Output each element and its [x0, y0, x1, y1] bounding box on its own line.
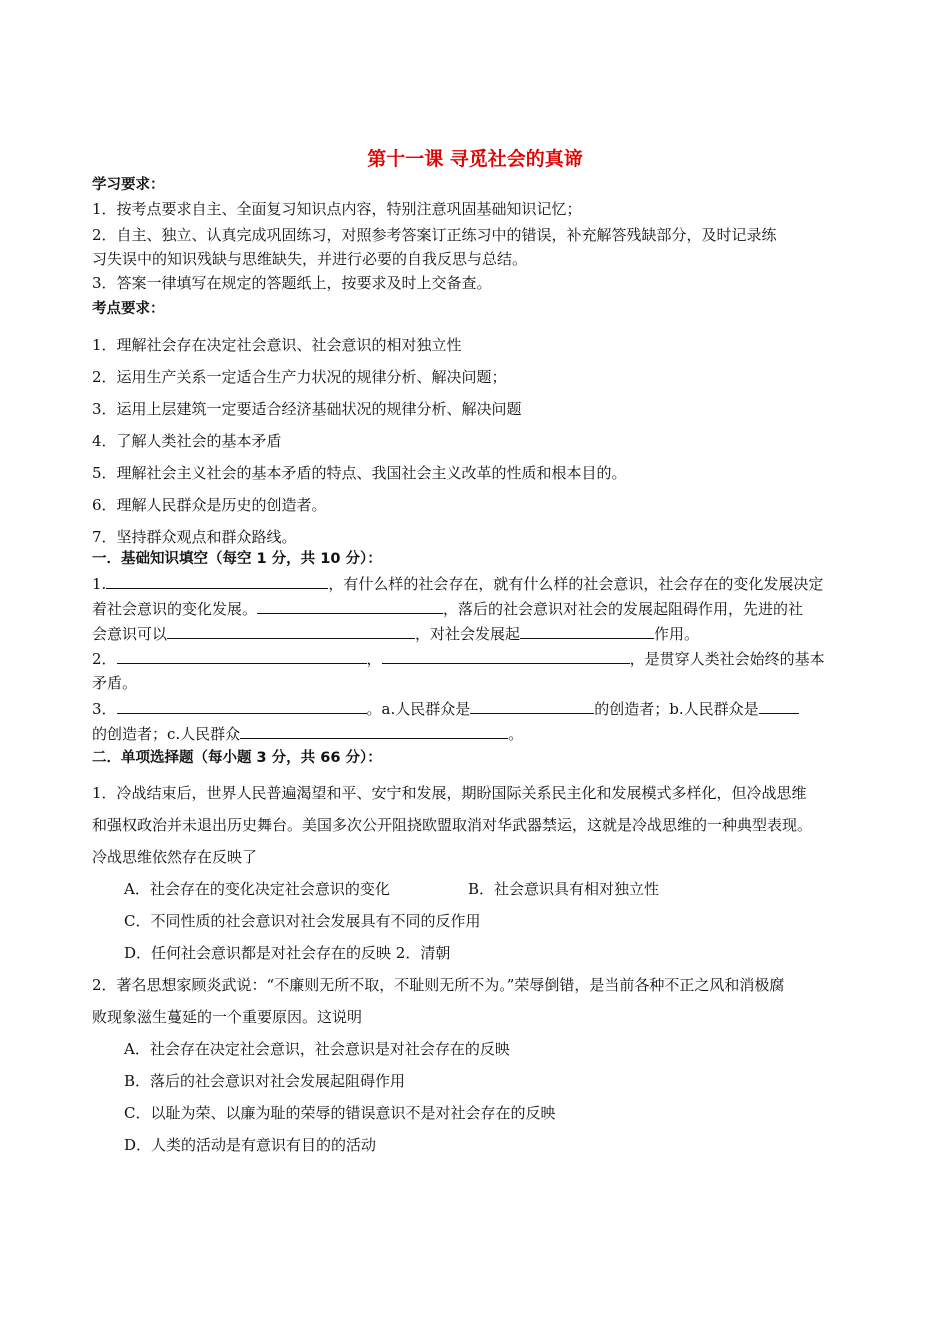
mc-q1-option-d[interactable]: D．任何社会意识都是对社会存在的反映 2．清朝 — [124, 944, 451, 962]
mc-q2-option-c[interactable]: C．以耻为荣、以廉为耻的荣辱的错误意识不是对社会存在的反映 — [124, 1104, 556, 1122]
fill-q1-line1 — [92, 572, 823, 595]
question-text: 的创造者；b.人民群众是 — [594, 700, 759, 718]
study-req-item: 2．自主、独立、认真完成巩固练习，对照参考答案订正练习中的错误，补充解答残缺部分，及时记录练 — [92, 226, 777, 244]
mc-q2-option-b[interactable]: B．落后的社会意识对社会发展起阻碍作用 — [124, 1072, 406, 1090]
question-text: ，对社会发展起 — [415, 625, 521, 643]
exam-point-item: 7．坚持群众观点和群众路线。 — [92, 528, 297, 546]
answer-blank[interactable] — [117, 697, 367, 714]
mc-q1-stem: 和强权政治并未退出历史舞台。美国多次公开阻挠欧盟取消对华武器禁运，这就是冷战思维的一种典型表现。 — [92, 816, 813, 834]
question-number: 3． — [92, 700, 117, 718]
fill-q1-line3 — [92, 622, 699, 645]
exam-point-item: 2．运用生产关系一定适合生产力状况的规律分析、解决问题； — [92, 368, 507, 386]
study-requirements-heading: 学习要求： — [92, 177, 165, 193]
exam-point-item: 3．运用上层建筑一定要适合经济基础状况的规律分析、解决问题 — [92, 400, 522, 418]
study-req-item: 3．答案一律填写在规定的答题纸上，按要求及时上交备查。 — [92, 274, 492, 292]
mc-q2-option-d[interactable]: D．人类的活动是有意识有目的的活动 — [124, 1136, 377, 1154]
exam-point-item: 5．理解社会主义社会的基本矛盾的特点、我国社会主义改革的性质和根本目的。 — [92, 464, 627, 482]
question-number: 2． — [92, 650, 117, 668]
fill-q3-line2 — [92, 722, 523, 745]
fill-q2-line2: 矛盾。 — [92, 674, 138, 692]
answer-blank[interactable] — [167, 622, 415, 639]
mc-q1-option-a[interactable]: A．社会存在的变化决定社会意识的变化 — [124, 880, 390, 898]
question-text: 。a.人民群众是 — [366, 700, 471, 718]
fill-q2-line1 — [92, 647, 825, 670]
fill-q1-line2 — [92, 597, 803, 620]
question-text: ，有什么样的社会存在，就有什么样的社会意识，社会存在的变化发展决定 — [328, 575, 824, 593]
fill-q3-line1 — [92, 697, 799, 720]
section2-heading: 二．单项选择题（每小题 3 分，共 66 分）： — [92, 750, 382, 766]
answer-blank[interactable] — [470, 697, 594, 714]
page-title: 第十一课 寻觅社会的真谛 — [367, 148, 583, 170]
question-text: 作用。 — [654, 625, 700, 643]
answer-blank[interactable] — [106, 572, 328, 589]
question-text: ，落后的社会意识对社会的发展起阻碍作用，先进的社 — [443, 600, 804, 618]
question-text: ， — [366, 650, 382, 668]
answer-blank[interactable] — [257, 597, 443, 614]
mc-q1-stem: 冷战思维依然存在反映了 — [92, 848, 258, 866]
exam-point-item: 6．理解人民群众是历史的创造者。 — [92, 496, 327, 514]
question-text: 的创造者；c.人民群众 — [92, 725, 241, 743]
answer-blank[interactable] — [382, 647, 630, 664]
mc-q2-stem: 2．著名思想家顾炎武说：“不廉则无所不取，不耻则无所不为。”荣辱倒错，是当前各种不正之风和消极腐 — [92, 976, 785, 994]
mc-q1-stem: 1．冷战结束后，世界人民普遍渴望和平、安宁和发展，期盼国际关系民主化和发展模式多样化，但冷战思维 — [92, 784, 807, 802]
answer-blank[interactable] — [759, 697, 799, 714]
mc-q2-stem: 败现象滋生蔓延的一个重要原因。这说明 — [92, 1008, 363, 1026]
exam-point-item: 1．理解社会存在决定社会意识、社会意识的相对独立性 — [92, 336, 462, 354]
answer-blank[interactable] — [240, 722, 508, 739]
mc-q2-option-a[interactable]: A．社会存在决定社会意识，社会意识是对社会存在的反映 — [124, 1040, 510, 1058]
answer-blank[interactable] — [520, 622, 654, 639]
study-req-item: 习失误中的知识残缺与思维缺失，并进行必要的自我反思与总结。 — [92, 250, 528, 268]
mc-q1-option-b[interactable]: B．社会意识具有相对独立性 — [468, 880, 660, 898]
section1-heading: 一．基础知识填空（每空 1 分，共 10 分）： — [92, 551, 382, 567]
exam-point-item: 4．了解人类社会的基本矛盾 — [92, 432, 282, 450]
mc-q1-option-c[interactable]: C．不同性质的社会意识对社会发展具有不同的反作用 — [124, 912, 481, 930]
question-text: ，是贯穿人类社会始终的基本 — [629, 650, 825, 668]
question-text: 会意识可以 — [92, 625, 168, 643]
question-number: 1. — [92, 575, 107, 593]
question-text: 着社会意识的变化发展。 — [92, 600, 258, 618]
study-req-item: 1．按考点要求自主、全面复习知识点内容，特别注意巩固基础知识记忆； — [92, 200, 582, 218]
exam-points-heading: 考点要求： — [92, 301, 165, 317]
answer-blank[interactable] — [117, 647, 367, 664]
question-text: 。 — [508, 725, 524, 743]
